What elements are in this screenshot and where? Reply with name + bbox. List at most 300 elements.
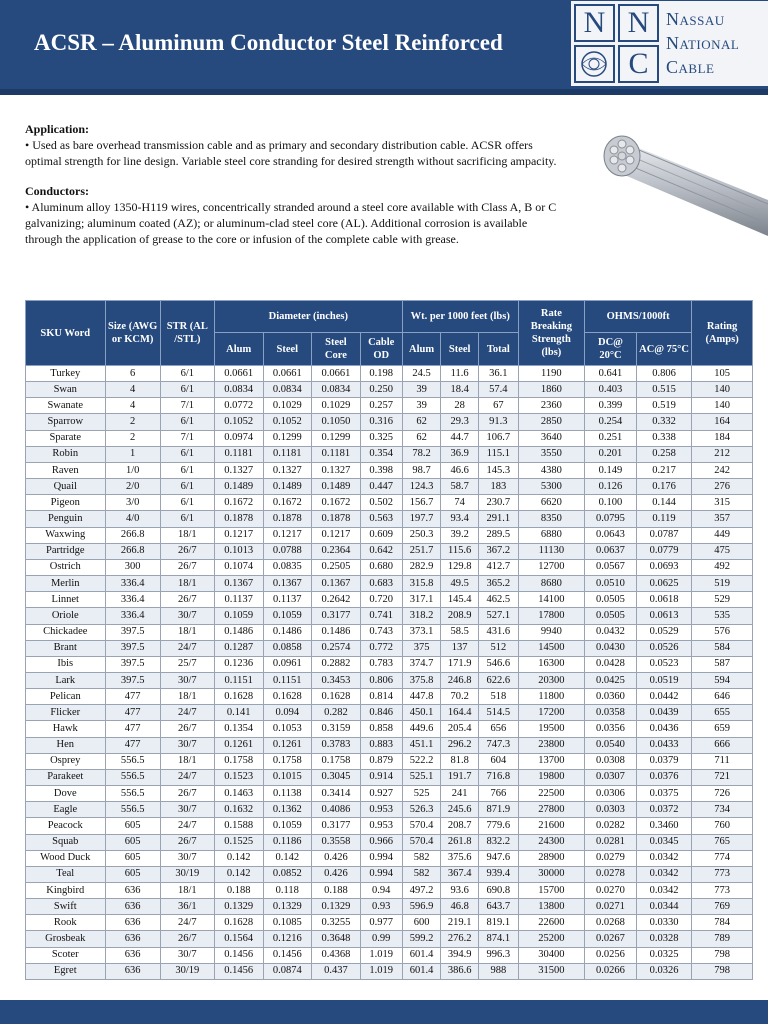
table-cell: Hawk — [26, 721, 106, 737]
table-cell: 26/7 — [160, 543, 214, 559]
table-cell: Osprey — [26, 753, 106, 769]
conductors-heading: Conductors: — [25, 184, 90, 198]
table-cell: 0.094 — [263, 705, 312, 721]
table-cell: 0.1052 — [214, 414, 263, 430]
table-cell: 30/7 — [160, 947, 214, 963]
table-cell: 0.2364 — [312, 543, 361, 559]
table-cell: 14100 — [518, 592, 584, 608]
table-cell: Egret — [26, 963, 106, 979]
table-cell: 0.0661 — [312, 366, 361, 382]
table-cell: 0.0439 — [636, 705, 691, 721]
table-cell: 798 — [692, 963, 753, 979]
table-cell: 988 — [478, 963, 518, 979]
table-cell: 0.3453 — [312, 672, 361, 688]
table-cell: 0.2642 — [312, 592, 361, 608]
table-cell: 11130 — [518, 543, 584, 559]
table-cell: Kingbird — [26, 883, 106, 899]
table-cell: 0.1015 — [263, 769, 312, 785]
col-header-breaking-strength: Rate Breaking Strength (lbs) — [518, 301, 584, 366]
table-cell: 26/7 — [160, 592, 214, 608]
page-title: ACSR – Aluminum Conductor Steel Reinforced — [34, 30, 503, 55]
table-cell: 0.953 — [360, 802, 402, 818]
table-row — [26, 915, 753, 931]
table-cell: 622.6 — [478, 672, 518, 688]
table-cell: 74 — [441, 495, 479, 511]
table-cell: 0.1362 — [263, 802, 312, 818]
table-cell: 643.7 — [478, 899, 518, 915]
table-cell: 0.806 — [636, 366, 691, 382]
table-cell: 656 — [478, 721, 518, 737]
table-cell: 0.201 — [585, 446, 637, 462]
table-cell: 939.4 — [478, 866, 518, 882]
table-cell: 357 — [692, 511, 753, 527]
table-cell: 246.8 — [441, 672, 479, 688]
table-cell: 0.1299 — [312, 430, 361, 446]
table-cell: 367.4 — [441, 866, 479, 882]
table-cell: 300 — [105, 559, 160, 575]
table-cell: 690.8 — [478, 883, 518, 899]
table-cell: 6/1 — [160, 382, 214, 398]
table-cell: 0.0974 — [214, 430, 263, 446]
table-cell: 318.2 — [402, 608, 441, 624]
table-cell: 599.2 — [402, 931, 441, 947]
table-cell: 0.142 — [263, 850, 312, 866]
table-cell: 0.354 — [360, 446, 402, 462]
table-cell: 1 — [105, 446, 160, 462]
table-cell: 518 — [478, 689, 518, 705]
table-cell: 0.1074 — [214, 559, 263, 575]
table-cell: 4380 — [518, 462, 584, 478]
table-cell: 0.3414 — [312, 786, 361, 802]
table-cell: 0.0618 — [636, 592, 691, 608]
table-cell: Grosbeak — [26, 931, 106, 947]
application-heading: Application: — [25, 122, 90, 136]
table-cell: 23800 — [518, 737, 584, 753]
table-cell: 49.5 — [441, 576, 479, 592]
table-cell: 512 — [478, 640, 518, 656]
table-cell: 447.8 — [402, 689, 441, 705]
table-cell: Swift — [26, 899, 106, 915]
table-cell: 251.7 — [402, 543, 441, 559]
table-cell: 183 — [478, 479, 518, 495]
table-cell: 261.8 — [441, 834, 479, 850]
table-cell: 769 — [692, 899, 753, 915]
table-cell: 819.1 — [478, 915, 518, 931]
header-divider — [0, 89, 768, 95]
table-cell: 397.5 — [105, 640, 160, 656]
table-cell: 397.5 — [105, 624, 160, 640]
table-cell: 601.4 — [402, 947, 441, 963]
table-cell: 9940 — [518, 624, 584, 640]
table-cell: 0.119 — [636, 511, 691, 527]
table-cell: 375 — [402, 640, 441, 656]
table-cell: 0.251 — [585, 430, 637, 446]
table-cell: 4 — [105, 382, 160, 398]
table-cell: 605 — [105, 866, 160, 882]
table-cell: 0.1672 — [312, 495, 361, 511]
table-cell: 556.5 — [105, 802, 160, 818]
table-cell: 208.9 — [441, 608, 479, 624]
table-cell: 0.399 — [585, 398, 637, 414]
table-cell: 0.149 — [585, 462, 637, 478]
table-cell: 0.846 — [360, 705, 402, 721]
table-cell: 6/1 — [160, 462, 214, 478]
table-cell: 0.0625 — [636, 576, 691, 592]
table-cell: 0.1329 — [214, 899, 263, 915]
table-cell: 212 — [692, 446, 753, 462]
table-cell: 582 — [402, 866, 441, 882]
table-cell: 0.1489 — [312, 479, 361, 495]
table-cell: 0.806 — [360, 672, 402, 688]
table-cell: 0.0268 — [585, 915, 637, 931]
table-cell: 721 — [692, 769, 753, 785]
table-cell: 18/1 — [160, 624, 214, 640]
table-cell: 0.1261 — [263, 737, 312, 753]
col-header-weight-steel: Steel — [441, 333, 479, 366]
table-cell: 17200 — [518, 705, 584, 721]
table-cell: 24.5 — [402, 366, 441, 382]
table-cell: 832.2 — [478, 834, 518, 850]
table-cell: 0.0326 — [636, 963, 691, 979]
table-cell: 582 — [402, 850, 441, 866]
table-cell: 0.1137 — [263, 592, 312, 608]
table-cell: 266.8 — [105, 543, 160, 559]
table-cell: 0.188 — [214, 883, 263, 899]
table-cell: 0.0661 — [214, 366, 263, 382]
table-cell: 6/1 — [160, 414, 214, 430]
table-cell: 3/0 — [105, 495, 160, 511]
table-cell: 0.0303 — [585, 802, 637, 818]
table-cell: 0.437 — [312, 963, 361, 979]
table-cell: 1.019 — [360, 963, 402, 979]
table-cell: 0.0356 — [585, 721, 637, 737]
table-cell: 0.1463 — [214, 786, 263, 802]
col-header-dc: DC@ 20°C — [585, 333, 637, 366]
table-cell: 30/7 — [160, 608, 214, 624]
table-cell: 584 — [692, 640, 753, 656]
table-cell: 30/7 — [160, 672, 214, 688]
table-cell: 25/7 — [160, 656, 214, 672]
table-cell: Swan — [26, 382, 106, 398]
table-cell: 156.7 — [402, 495, 441, 511]
table-cell: 0.2882 — [312, 656, 361, 672]
table-cell: 0.1151 — [214, 672, 263, 688]
table-cell: 0.1628 — [312, 689, 361, 705]
table-row — [26, 931, 753, 947]
table-cell: 529 — [692, 592, 753, 608]
table-cell: 0.772 — [360, 640, 402, 656]
table-cell: 734 — [692, 802, 753, 818]
table-cell: 0.0379 — [636, 753, 691, 769]
table-cell: 115.1 — [478, 446, 518, 462]
logo-wordmark — [666, 7, 739, 79]
table-cell: 0.0510 — [585, 576, 637, 592]
table-cell: 760 — [692, 818, 753, 834]
table-cell: 18/1 — [160, 527, 214, 543]
table-cell: 18/1 — [160, 753, 214, 769]
table-cell: 24/7 — [160, 915, 214, 931]
table-cell: 0.0505 — [585, 592, 637, 608]
table-cell: 0.0267 — [585, 931, 637, 947]
table-cell: 27800 — [518, 802, 584, 818]
table-cell: Ibis — [26, 656, 106, 672]
table-cell: 0.0795 — [585, 511, 637, 527]
table-cell: 6620 — [518, 495, 584, 511]
table-cell: 556.5 — [105, 753, 160, 769]
table-row — [26, 705, 753, 721]
table-cell: 0.0372 — [636, 802, 691, 818]
table-cell: 24300 — [518, 834, 584, 850]
table-row — [26, 753, 753, 769]
table-cell: 93.6 — [441, 883, 479, 899]
table-cell: 0.1053 — [263, 721, 312, 737]
table-cell: Dove — [26, 786, 106, 802]
table-cell: 164 — [692, 414, 753, 430]
table-cell: 0.198 — [360, 366, 402, 382]
table-cell: 605 — [105, 834, 160, 850]
table-cell: Lark — [26, 672, 106, 688]
logo-line-1: Nassau — [666, 9, 725, 29]
table-cell: 0.1085 — [263, 915, 312, 931]
table-cell: 106.7 — [478, 430, 518, 446]
table-cell: 0.1525 — [214, 834, 263, 850]
table-cell: 315.8 — [402, 576, 441, 592]
table-cell: 1.019 — [360, 947, 402, 963]
table-cell: 0.0308 — [585, 753, 637, 769]
table-cell: 0.3177 — [312, 818, 361, 834]
table-cell: 871.9 — [478, 802, 518, 818]
table-cell: 0.1181 — [312, 446, 361, 462]
table-cell: 20300 — [518, 672, 584, 688]
table-cell: 0.0787 — [636, 527, 691, 543]
table-cell: Quail — [26, 479, 106, 495]
table-cell: 276 — [692, 479, 753, 495]
table-cell: 765 — [692, 834, 753, 850]
table-cell: 773 — [692, 866, 753, 882]
table-cell: 0.142 — [214, 866, 263, 882]
table-cell: 36/1 — [160, 899, 214, 915]
table-cell: 0.1672 — [214, 495, 263, 511]
table-row — [26, 818, 753, 834]
table-cell: 784 — [692, 915, 753, 931]
table-row — [26, 366, 753, 382]
table-cell: 6880 — [518, 527, 584, 543]
table-cell: 0.0858 — [263, 640, 312, 656]
table-row — [26, 786, 753, 802]
table-cell: 266.8 — [105, 527, 160, 543]
table-cell: 0.0519 — [636, 672, 691, 688]
table-cell: 19500 — [518, 721, 584, 737]
table-cell: 0.176 — [636, 479, 691, 495]
table-cell: 0.0306 — [585, 786, 637, 802]
table-row — [26, 382, 753, 398]
table-row — [26, 430, 753, 446]
table-row — [26, 624, 753, 640]
table-cell: 0.0661 — [263, 366, 312, 382]
table-cell: 0.3255 — [312, 915, 361, 931]
table-cell: Squab — [26, 834, 106, 850]
table-cell: 0.398 — [360, 462, 402, 478]
table-cell: 0.258 — [636, 446, 691, 462]
table-cell: Penguin — [26, 511, 106, 527]
table-row — [26, 899, 753, 915]
table-row — [26, 883, 753, 899]
table-cell: 0.316 — [360, 414, 402, 430]
table-cell: Robin — [26, 446, 106, 462]
table-cell: 996.3 — [478, 947, 518, 963]
table-cell: 8680 — [518, 576, 584, 592]
table-cell: 1190 — [518, 366, 584, 382]
table-cell: 535 — [692, 608, 753, 624]
table-cell: 0.720 — [360, 592, 402, 608]
table-cell: 0.1628 — [214, 689, 263, 705]
table-cell: 0.3045 — [312, 769, 361, 785]
table-cell: 0.0643 — [585, 527, 637, 543]
table-row — [26, 721, 753, 737]
table-cell: 394.9 — [441, 947, 479, 963]
table-cell: 62 — [402, 414, 441, 430]
table-cell: 375.6 — [441, 850, 479, 866]
table-cell: 6/1 — [160, 446, 214, 462]
table-cell: 0.0271 — [585, 899, 637, 915]
table-cell: 0.1758 — [214, 753, 263, 769]
table-cell: 25200 — [518, 931, 584, 947]
table-cell: Partridge — [26, 543, 106, 559]
table-cell: 636 — [105, 883, 160, 899]
table-cell: 208.7 — [441, 818, 479, 834]
table-cell: 8350 — [518, 511, 584, 527]
table-cell: 4 — [105, 398, 160, 414]
table-cell: 526.3 — [402, 802, 441, 818]
table-cell: 874.1 — [478, 931, 518, 947]
table-row — [26, 608, 753, 624]
table-cell: 0.0613 — [636, 608, 691, 624]
table-cell: 655 — [692, 705, 753, 721]
table-cell: 0.1486 — [263, 624, 312, 640]
table-cell: 17800 — [518, 608, 584, 624]
col-header-ac: AC@ 75°C — [636, 333, 691, 366]
table-cell: 2/0 — [105, 479, 160, 495]
table-cell: Merlin — [26, 576, 106, 592]
table-cell: 22500 — [518, 786, 584, 802]
table-cell: 0.515 — [636, 382, 691, 398]
table-cell: 137 — [441, 640, 479, 656]
table-cell: 798 — [692, 947, 753, 963]
table-cell: 0.914 — [360, 769, 402, 785]
table-cell: 747.3 — [478, 737, 518, 753]
table-cell: 0.0256 — [585, 947, 637, 963]
table-cell: 18.4 — [441, 382, 479, 398]
table-row — [26, 592, 753, 608]
logo-letter-n1: N — [574, 4, 615, 42]
table-cell: 6/1 — [160, 366, 214, 382]
table-cell: 36.1 — [478, 366, 518, 382]
table-cell: 0.1217 — [263, 527, 312, 543]
table-cell: 26/7 — [160, 721, 214, 737]
table-cell: 0.0432 — [585, 624, 637, 640]
table-cell: Brant — [26, 640, 106, 656]
table-cell: 0.126 — [585, 479, 637, 495]
table-row — [26, 398, 753, 414]
table-cell: 336.4 — [105, 576, 160, 592]
table-cell: 0.0529 — [636, 624, 691, 640]
logo-letter-n2: N — [618, 4, 659, 42]
table-cell: 0.1489 — [214, 479, 263, 495]
table-cell: 556.5 — [105, 769, 160, 785]
table-cell: Swanate — [26, 398, 106, 414]
table-cell: 0.994 — [360, 850, 402, 866]
table-cell: 317.1 — [402, 592, 441, 608]
table-cell: 0.1059 — [214, 608, 263, 624]
table-cell: 604 — [478, 753, 518, 769]
table-cell: 666 — [692, 737, 753, 753]
col-header-diameter-alum: Alum — [214, 333, 263, 366]
table-cell: 0.0282 — [585, 818, 637, 834]
table-cell: 26/7 — [160, 834, 214, 850]
table-cell: 0.403 — [585, 382, 637, 398]
table-cell: 0.0637 — [585, 543, 637, 559]
table-cell: 0.257 — [360, 398, 402, 414]
table-cell: 0.0281 — [585, 834, 637, 850]
table-cell: 475 — [692, 543, 753, 559]
table-cell: 0.1329 — [263, 899, 312, 915]
table-cell: 0.1367 — [214, 576, 263, 592]
table-cell: 62 — [402, 430, 441, 446]
table-cell: 0.0523 — [636, 656, 691, 672]
cable-photo — [600, 128, 768, 248]
table-cell: 0.641 — [585, 366, 637, 382]
table-cell: 0.814 — [360, 689, 402, 705]
table-cell: 0.1486 — [214, 624, 263, 640]
footer-bar — [0, 1000, 768, 1024]
table-cell: 0.332 — [636, 414, 691, 430]
table-row — [26, 737, 753, 753]
table-cell: 600 — [402, 915, 441, 931]
specifications-table — [25, 300, 753, 980]
table-cell: 242 — [692, 462, 753, 478]
table-cell: 576 — [692, 624, 753, 640]
table-cell: 397.5 — [105, 656, 160, 672]
table-body — [26, 366, 753, 980]
table-cell: 67 — [478, 398, 518, 414]
table-cell: 30/7 — [160, 737, 214, 753]
table-cell: 0.741 — [360, 608, 402, 624]
table-cell: 0.338 — [636, 430, 691, 446]
table-row — [26, 656, 753, 672]
table-cell: 282.9 — [402, 559, 441, 575]
table-cell: 587 — [692, 656, 753, 672]
table-cell: 16300 — [518, 656, 584, 672]
col-header-cable-od: Cable OD — [360, 333, 402, 366]
table-cell: 0.1217 — [312, 527, 361, 543]
table-cell: 0.1013 — [214, 543, 263, 559]
table-cell: 0.0433 — [636, 737, 691, 753]
table-cell: 0.250 — [360, 382, 402, 398]
table-cell: 477 — [105, 705, 160, 721]
table-cell: 0.118 — [263, 883, 312, 899]
table-row — [26, 462, 753, 478]
table-cell: 5300 — [518, 479, 584, 495]
table-cell: 726 — [692, 786, 753, 802]
table-cell: 0.1564 — [214, 931, 263, 947]
table-cell: 6/1 — [160, 511, 214, 527]
table-cell: 18/1 — [160, 883, 214, 899]
table-cell: 0.0342 — [636, 866, 691, 882]
table-cell: 171.9 — [441, 656, 479, 672]
table-cell: 315 — [692, 495, 753, 511]
table-cell: 0.0835 — [263, 559, 312, 575]
table-cell: 28900 — [518, 850, 584, 866]
